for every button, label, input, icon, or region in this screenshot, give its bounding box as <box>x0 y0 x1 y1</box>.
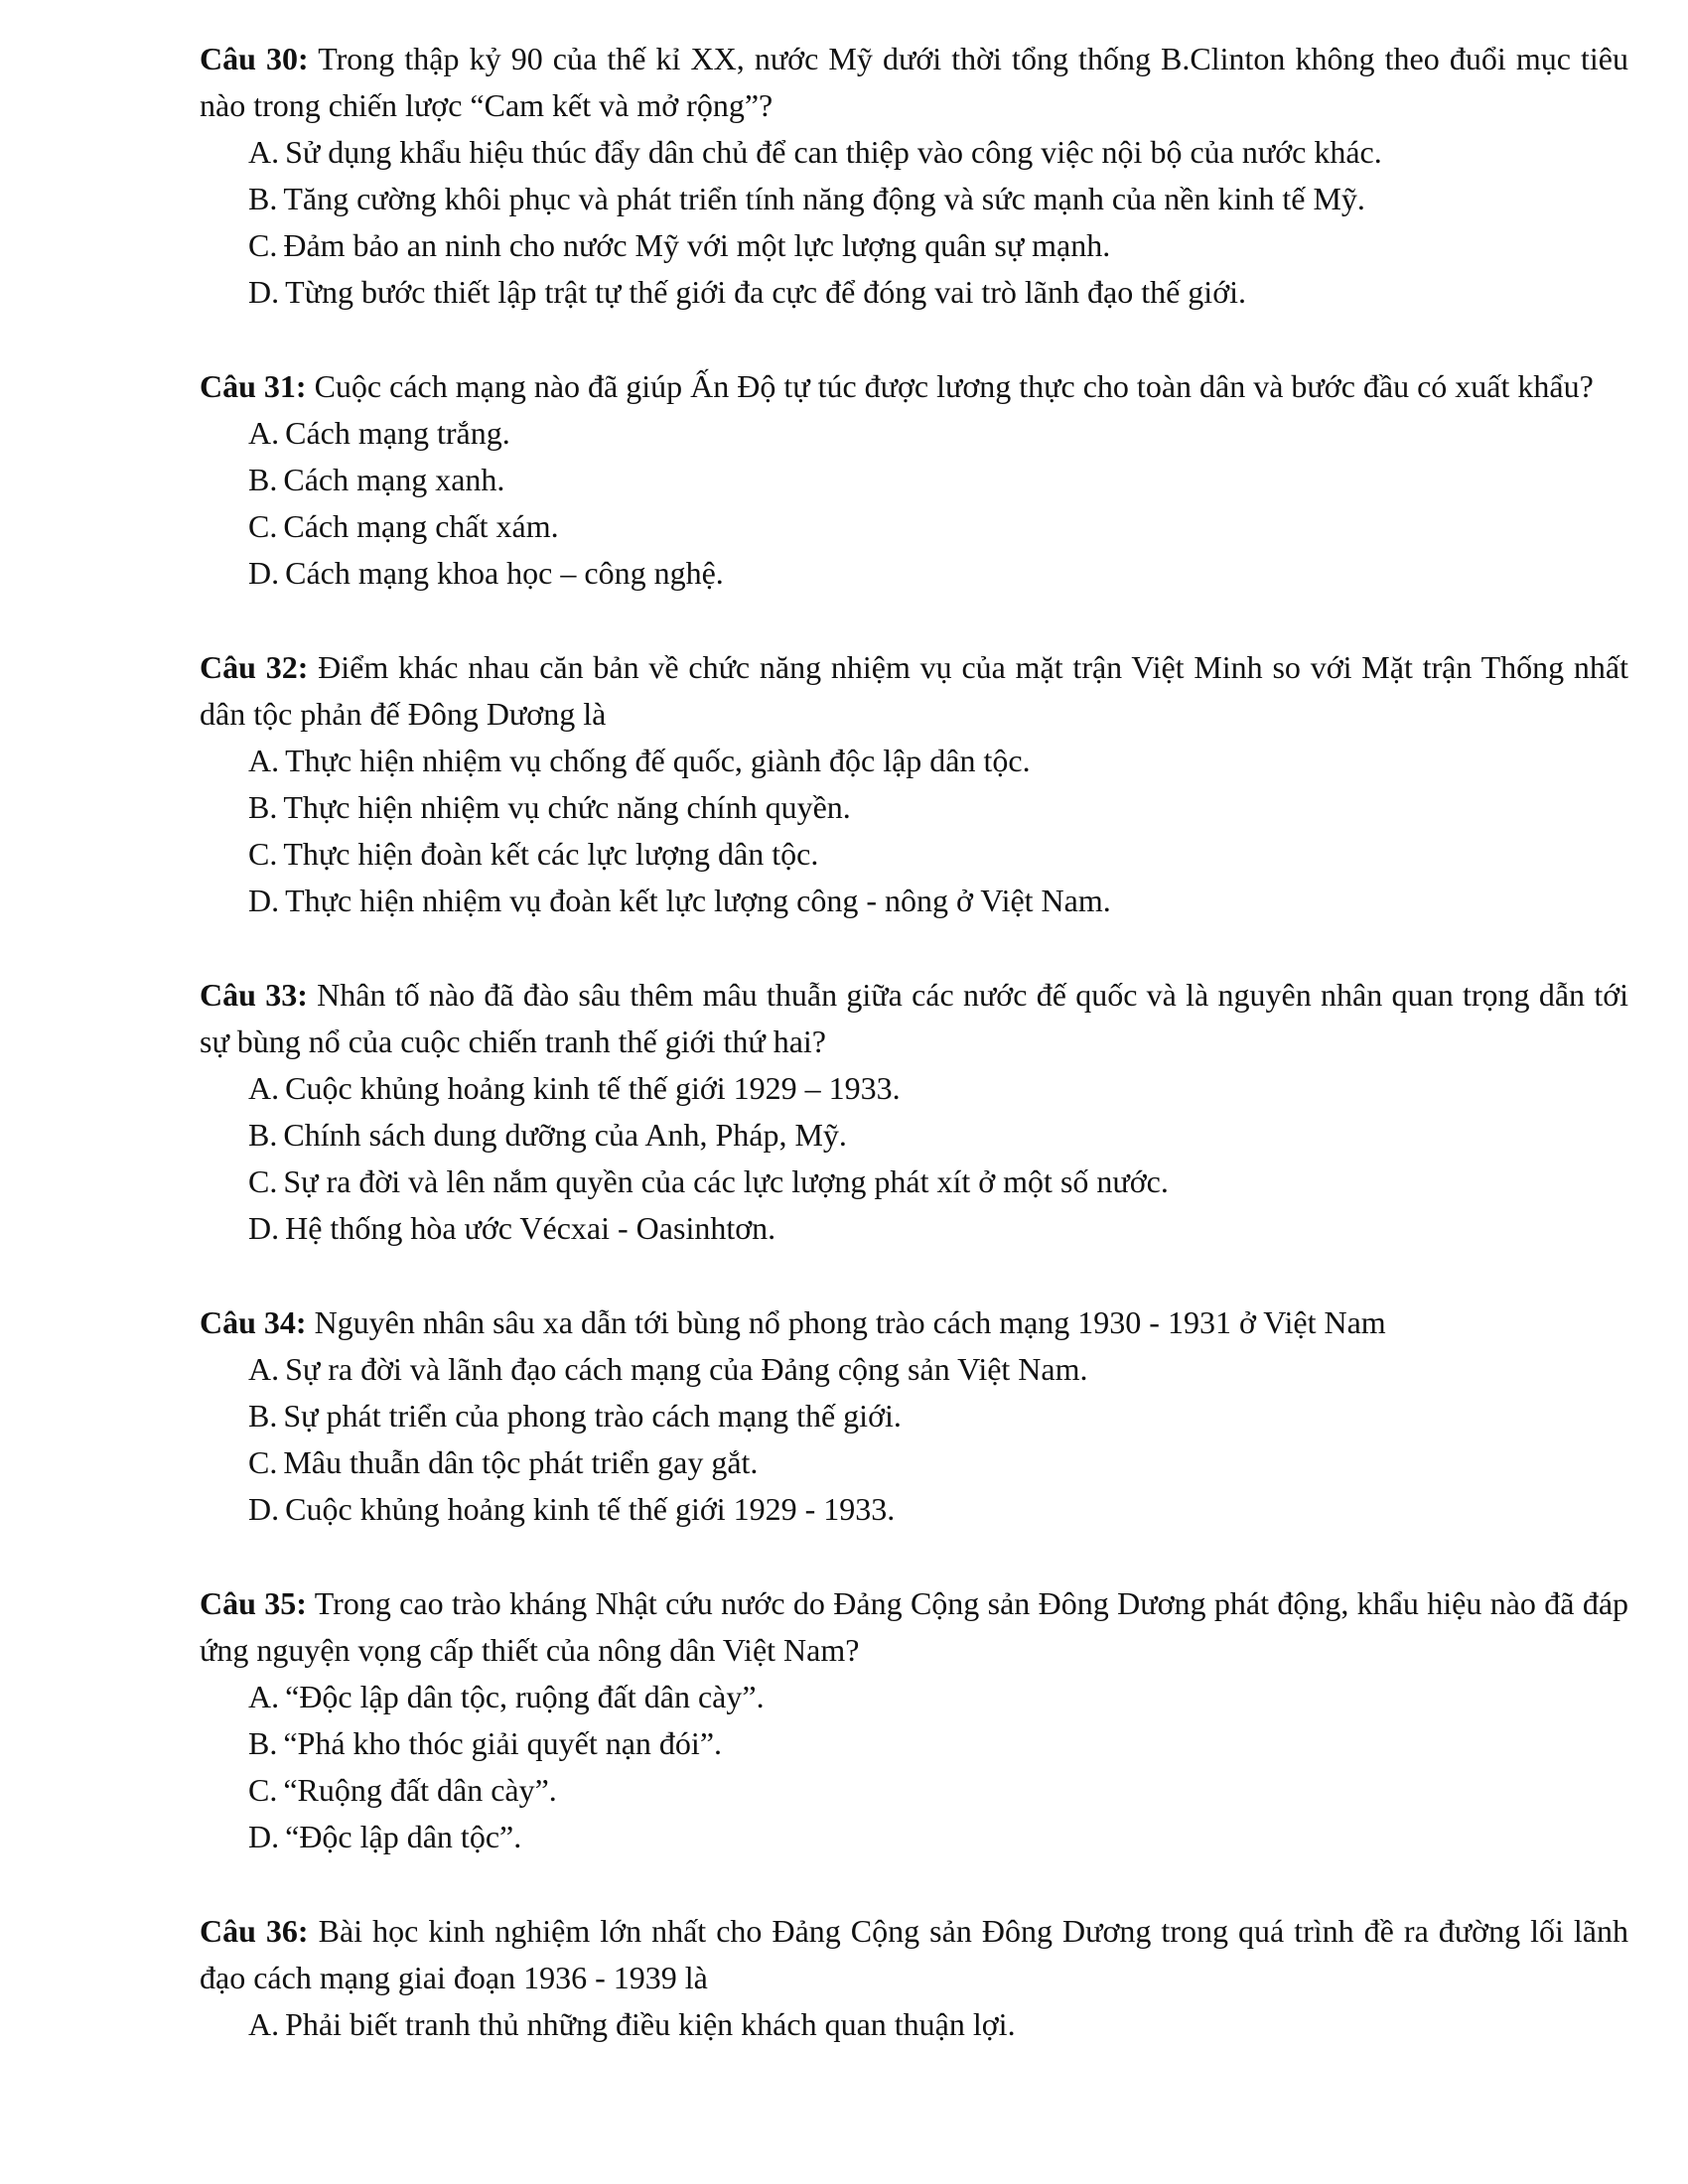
answer-options <box>200 410 1628 597</box>
question-36 <box>200 1908 1628 2048</box>
option-text: Thực hiện đoàn kết các lực lượng dân tộc. <box>283 836 819 872</box>
question-33 <box>200 972 1628 1252</box>
option-text: Từng bước thiết lập trật tự thế giới đa cực để đóng vai trò lãnh đạo thế giới. <box>285 274 1246 310</box>
answer-option-b <box>248 1393 1628 1439</box>
question-stem <box>200 644 1628 738</box>
option-letter: A. <box>248 1679 280 1714</box>
option-text: Cách mạng trắng. <box>285 415 510 451</box>
option-letter: D. <box>248 1210 280 1246</box>
option-letter: C. <box>248 836 278 872</box>
option-text: Sử dụng khẩu hiệu thúc đẩy dân chủ để can thiệp vào công việc nội bộ của nước khác. <box>285 134 1382 170</box>
option-letter: A. <box>248 415 280 451</box>
answer-option-a <box>248 2001 1628 2048</box>
answer-option-c <box>248 1439 1628 1486</box>
answer-option-d <box>248 1205 1628 1252</box>
option-text: Cuộc khủng hoảng kinh tế thế giới 1929 - 1933. <box>285 1491 896 1527</box>
answer-option-b <box>248 784 1628 831</box>
question-30 <box>200 36 1628 316</box>
option-text: Sự ra đời và lãnh đạo cách mạng của Đảng cộng sản Việt Nam. <box>285 1351 1088 1387</box>
option-text: Cách mạng chất xám. <box>283 508 559 544</box>
answer-option-a <box>248 1346 1628 1393</box>
question-stem <box>200 36 1628 129</box>
answer-options <box>200 129 1628 316</box>
option-letter: A. <box>248 134 280 170</box>
question-number: Câu 36: <box>200 1913 309 1949</box>
option-letter: C. <box>248 1772 278 1808</box>
option-letter: C. <box>248 508 278 544</box>
question-stem <box>200 972 1628 1065</box>
option-letter: B. <box>248 462 278 497</box>
question-number: Câu 34: <box>200 1304 307 1340</box>
question-text: Nhân tố nào đã đào sâu thêm mâu thuẫn giữa các nước đế quốc và là nguyên nhân quan trọng dẫn tới sự bùng nổ của cuộc chiến tranh thế giới thứ hai? <box>200 977 1629 1059</box>
option-text: Cuộc khủng hoảng kinh tế thế giới 1929 – 1933. <box>285 1070 901 1106</box>
question-number: Câu 32: <box>200 649 309 685</box>
option-letter: C. <box>248 1163 278 1199</box>
answer-option-a <box>248 1065 1628 1112</box>
question-number: Câu 30: <box>200 41 309 76</box>
option-letter: C. <box>248 1444 278 1480</box>
answer-option-b <box>248 457 1628 503</box>
question-text: Bài học kinh nghiệm lớn nhất cho Đảng Cộng sản Đông Dương trong quá trình đề ra đường lối lãnh đạo cách mạng giai đoạn 1936 - 1939 là <box>200 1913 1629 1995</box>
option-letter: A. <box>248 2006 280 2042</box>
option-text: Mâu thuẫn dân tộc phát triển gay gắt. <box>283 1444 759 1480</box>
answer-option-c <box>248 222 1628 269</box>
option-letter: B. <box>248 789 278 825</box>
answer-options <box>200 738 1628 924</box>
question-stem <box>200 363 1628 410</box>
option-letter: B. <box>248 1117 278 1153</box>
question-text: Trong cao trào kháng Nhật cứu nước do Đảng Cộng sản Đông Dương phát động, khẩu hiệu nào đã đáp ứng nguyện vọng cấp thiết của nông dân Việt Nam? <box>200 1585 1629 1668</box>
answer-option-d <box>248 1814 1628 1860</box>
option-letter: A. <box>248 743 280 778</box>
answer-options <box>200 2001 1628 2048</box>
option-text: Thực hiện nhiệm vụ đoàn kết lực lượng công - nông ở Việt Nam. <box>285 883 1111 918</box>
option-letter: D. <box>248 1491 280 1527</box>
question-31 <box>200 363 1628 597</box>
option-text: “Phá kho thóc giải quyết nạn đói”. <box>283 1725 723 1761</box>
answer-option-a <box>248 738 1628 784</box>
question-32 <box>200 644 1628 924</box>
option-letter: B. <box>248 1398 278 1433</box>
option-text: Thực hiện nhiệm vụ chống đế quốc, giành độc lập dân tộc. <box>285 743 1031 778</box>
option-letter: D. <box>248 1819 280 1854</box>
answer-option-a <box>248 1674 1628 1720</box>
question-number: Câu 33: <box>200 977 308 1013</box>
option-text: Sự phát triển của phong trào cách mạng thế giới. <box>283 1398 902 1433</box>
option-letter: C. <box>248 227 278 263</box>
option-text: Phải biết tranh thủ những điều kiện khách quan thuận lợi. <box>285 2006 1016 2042</box>
answer-options <box>200 1065 1628 1252</box>
answer-option-d <box>248 269 1628 316</box>
option-text: “Ruộng đất dân cày”. <box>283 1772 557 1808</box>
option-text: Thực hiện nhiệm vụ chức năng chính quyền. <box>283 789 851 825</box>
question-stem <box>200 1580 1628 1674</box>
answer-option-d <box>248 878 1628 924</box>
question-stem <box>200 1908 1628 2001</box>
option-text: “Độc lập dân tộc”. <box>285 1819 522 1854</box>
option-text: Cách mạng xanh. <box>283 462 505 497</box>
answer-option-c <box>248 503 1628 550</box>
answer-option-d <box>248 1486 1628 1533</box>
option-letter: A. <box>248 1351 280 1387</box>
question-34 <box>200 1299 1628 1533</box>
answer-option-c <box>248 1767 1628 1814</box>
question-number: Câu 31: <box>200 368 307 404</box>
option-letter: D. <box>248 274 280 310</box>
option-text: Hệ thống hòa ước Vécxai - Oasinhtơn. <box>285 1210 776 1246</box>
question-text: Nguyên nhân sâu xa dẫn tới bùng nổ phong trào cách mạng 1930 - 1931 ở Việt Nam <box>314 1304 1386 1340</box>
answer-option-b <box>248 176 1628 222</box>
answer-option-a <box>248 410 1628 457</box>
option-text: Chính sách dung dưỡng của Anh, Pháp, Mỹ. <box>283 1117 847 1153</box>
question-35 <box>200 1580 1628 1860</box>
answer-option-a <box>248 129 1628 176</box>
question-text: Cuộc cách mạng nào đã giúp Ấn Độ tự túc được lương thực cho toàn dân và bước đầu có xuất khẩu? <box>314 368 1594 404</box>
option-text: “Độc lập dân tộc, ruộng đất dân cày”. <box>285 1679 765 1714</box>
answer-option-b <box>248 1720 1628 1767</box>
answer-option-b <box>248 1112 1628 1159</box>
question-number: Câu 35: <box>200 1585 307 1621</box>
option-letter: B. <box>248 1725 278 1761</box>
option-letter: D. <box>248 883 280 918</box>
answer-option-d <box>248 550 1628 597</box>
question-stem <box>200 1299 1628 1346</box>
answer-options <box>200 1346 1628 1533</box>
option-letter: D. <box>248 555 280 591</box>
question-text: Trong thập kỷ 90 của thế kỉ XX, nước Mỹ dưới thời tổng thống B.Clinton không theo đuổi mục tiêu nào trong chiến lược “Cam kết và mở rộng”? <box>200 41 1629 123</box>
option-text: Cách mạng khoa học – công nghệ. <box>285 555 724 591</box>
answer-option-c <box>248 1159 1628 1205</box>
option-text: Đảm bảo an ninh cho nước Mỹ với một lực lượng quân sự mạnh. <box>283 227 1111 263</box>
option-letter: B. <box>248 181 278 216</box>
option-text: Sự ra đời và lên nắm quyền của các lực lượng phát xít ở một số nước. <box>283 1163 1169 1199</box>
answer-option-c <box>248 831 1628 878</box>
option-letter: A. <box>248 1070 280 1106</box>
option-text: Tăng cường khôi phục và phát triển tính năng động và sức mạnh của nền kinh tế Mỹ. <box>283 181 1365 216</box>
answer-options <box>200 1674 1628 1860</box>
question-text: Điểm khác nhau căn bản về chức năng nhiệm vụ của mặt trận Việt Minh so với Mặt trận Thống nhất dân tộc phản đế Đông Dương là <box>200 649 1629 732</box>
